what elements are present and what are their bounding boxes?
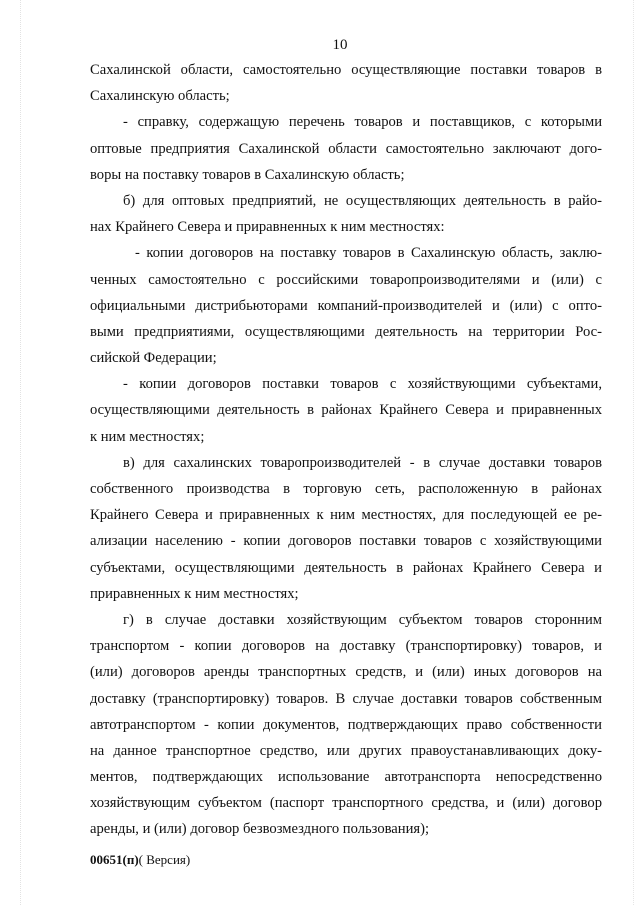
- text-line: Сахалинскую область;: [90, 88, 230, 105]
- page-number: 10: [332, 37, 348, 53]
- text-line: воры на поставку товаров в Сахалинскую область;: [90, 166, 405, 183]
- text-line: доставку (транспортировку) товаров. В случае доставки товаров собственным: [90, 690, 602, 707]
- text-line: ченных самостоятельно с российскими товаропроизводителями и (или) с: [90, 271, 602, 288]
- scan-edge-noise-right: [630, 0, 634, 905]
- document-version: ( Версия): [138, 852, 191, 867]
- text-line: официальными дистрибьюторами компаний-производителей и (или) с опто-: [90, 297, 602, 314]
- document-code: 00651(п): [90, 852, 139, 867]
- text-line: нах Крайнего Севера и приравненных к ним местностях:: [90, 219, 445, 236]
- document-body: [90, 57, 602, 843]
- text-line: ализации населению - копии договоров поставки товаров с хозяйствующими: [90, 533, 602, 550]
- text-line: субъектами, осуществляющими деятельность в районах Крайнего Севера и: [90, 559, 602, 576]
- text-line: - справку, содержащую перечень товаров и поставщиков, с которыми: [123, 114, 602, 131]
- text-line: выми предприятиями, осуществляющими деятельность на территории Рос-: [90, 323, 602, 340]
- text-line: транспортом - копии договоров на доставку (транспортировку) товаров, и: [90, 638, 602, 655]
- text-line: (или) договоров аренды транспортных средств, и (или) иных договоров на: [90, 664, 602, 681]
- document-footer: [90, 852, 190, 868]
- text-line: - копии договоров поставки товаров с хозяйствующими субъектами,: [123, 376, 602, 393]
- text-line: аренды, и (или) договор безвозмездного пользования);: [90, 821, 430, 838]
- text-line: сийской Федерации;: [90, 350, 217, 367]
- text-line: б) для оптовых предприятий, не осуществляющих деятельность в райо-: [123, 192, 602, 209]
- text-line: автотранспортом - копии документов, подтверждающих право собственности: [90, 716, 602, 733]
- text-line: к ним местностях;: [90, 428, 205, 445]
- text-line: - копии договоров на поставку товаров в Сахалинскую область, заклю-: [135, 245, 602, 262]
- text-line: Сахалинской области, самостоятельно осуществляющие поставки товаров в: [90, 62, 602, 78]
- text-line: приравненных к ним местностях;: [90, 585, 299, 602]
- scan-edge-noise-left: [20, 0, 24, 905]
- text-line: г) в случае доставки хозяйствующим субъектом товаров сторонним: [123, 611, 602, 628]
- text-line: хозяйствующим субъектом (паспорт транспортного средства, и (или) договор: [90, 795, 602, 812]
- text-line: Крайнего Севера и приравненных к ним местностях, для последующей ее ре-: [90, 507, 602, 524]
- text-line: ментов, подтверждающих использование автотранспорта непосредственно: [90, 769, 602, 786]
- text-line: в) для сахалинских товаропроизводителей - в случае доставки товаров: [123, 454, 602, 471]
- text-line: собственного производства в торговую сеть, расположенную в районах: [90, 481, 602, 497]
- text-line: осуществляющими деятельность в районах Крайнего Севера и приравненных: [90, 402, 602, 419]
- text-line: на данное транспортное средство, или других правоустанавливающих доку-: [90, 742, 602, 759]
- text-line: оптовые предприятия Сахалинской области самостоятельно заключают дого-: [90, 140, 602, 157]
